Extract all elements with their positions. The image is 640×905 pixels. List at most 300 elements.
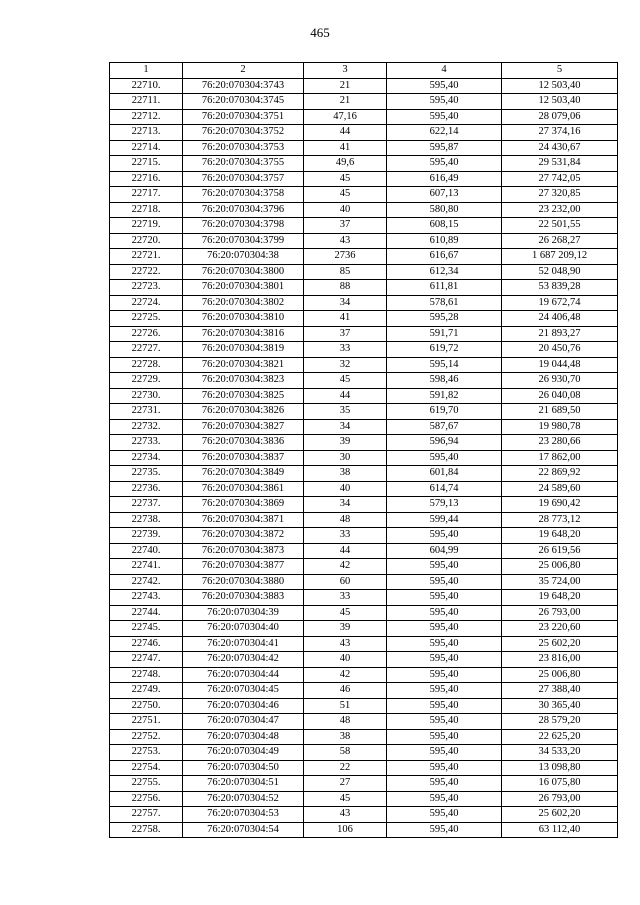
area-cell: 35 <box>304 404 387 420</box>
area-cell: 32 <box>304 357 387 373</box>
area-cell: 33 <box>304 590 387 606</box>
table-row <box>110 481 618 497</box>
cadastral-number-cell: 76:20:070304:3751 <box>183 109 304 125</box>
table-row <box>110 791 618 807</box>
area-cell: 30 <box>304 450 387 466</box>
cadastral-number-cell: 76:20:070304:3826 <box>183 404 304 420</box>
row-number-cell: 22714. <box>110 140 183 156</box>
cadastral-value-cell: 26 268,27 <box>502 233 618 249</box>
specific-value-cell: 616,67 <box>387 249 502 265</box>
cadastral-number-cell: 76:20:070304:45 <box>183 683 304 699</box>
area-cell: 2736 <box>304 249 387 265</box>
table-row <box>110 760 618 776</box>
area-cell: 45 <box>304 373 387 389</box>
cadastral-value-cell: 23 816,00 <box>502 652 618 668</box>
cadastral-number-cell: 76:20:070304:3799 <box>183 233 304 249</box>
cadastral-number-cell: 76:20:070304:52 <box>183 791 304 807</box>
cadastral-number-cell: 76:20:070304:3800 <box>183 264 304 280</box>
header-col-1: 1 <box>110 63 183 79</box>
cadastral-value-cell: 19 672,74 <box>502 295 618 311</box>
specific-value-cell: 595,40 <box>387 729 502 745</box>
specific-value-cell: 604,99 <box>387 543 502 559</box>
cadastral-value-cell: 26 619,56 <box>502 543 618 559</box>
specific-value-cell: 595,40 <box>387 714 502 730</box>
cadastral-value-cell: 12 503,40 <box>502 94 618 110</box>
header-col-5: 5 <box>502 63 618 79</box>
table-row <box>110 729 618 745</box>
specific-value-cell: 595,40 <box>387 528 502 544</box>
area-cell: 45 <box>304 187 387 203</box>
row-number-cell: 22737. <box>110 497 183 513</box>
cadastral-number-cell: 76:20:070304:3819 <box>183 342 304 358</box>
area-cell: 33 <box>304 342 387 358</box>
cadastral-value-cell: 23 220,60 <box>502 621 618 637</box>
cadastral-value-cell: 21 893,27 <box>502 326 618 342</box>
specific-value-cell: 595,40 <box>387 109 502 125</box>
table-row <box>110 822 618 838</box>
cadastral-number-cell: 76:20:070304:3757 <box>183 171 304 187</box>
table-row <box>110 574 618 590</box>
table-row <box>110 419 618 435</box>
area-cell: 41 <box>304 311 387 327</box>
cadastral-number-cell: 76:20:070304:49 <box>183 745 304 761</box>
row-number-cell: 22721. <box>110 249 183 265</box>
specific-value-cell: 595,14 <box>387 357 502 373</box>
table-body <box>110 78 618 838</box>
cadastral-number-cell: 76:20:070304:3827 <box>183 419 304 435</box>
table-row <box>110 156 618 172</box>
row-number-cell: 22757. <box>110 807 183 823</box>
area-cell: 27 <box>304 776 387 792</box>
specific-value-cell: 608,15 <box>387 218 502 234</box>
area-cell: 33 <box>304 528 387 544</box>
specific-value-cell: 591,71 <box>387 326 502 342</box>
area-cell: 34 <box>304 497 387 513</box>
cadastral-value-cell: 34 533,20 <box>502 745 618 761</box>
area-cell: 39 <box>304 435 387 451</box>
specific-value-cell: 595,40 <box>387 683 502 699</box>
row-number-cell: 22732. <box>110 419 183 435</box>
page-number: 465 <box>310 25 330 40</box>
table-row <box>110 125 618 141</box>
cadastral-number-cell: 76:20:070304:3825 <box>183 388 304 404</box>
specific-value-cell: 595,40 <box>387 156 502 172</box>
cadastral-number-cell: 76:20:070304:3796 <box>183 202 304 218</box>
cadastral-number-cell: 76:20:070304:51 <box>183 776 304 792</box>
cadastral-value-cell: 1 687 209,12 <box>502 249 618 265</box>
cadastral-value-cell: 16 075,80 <box>502 776 618 792</box>
cadastral-value-cell: 27 320,85 <box>502 187 618 203</box>
cadastral-number-cell: 76:20:070304:42 <box>183 652 304 668</box>
row-number-cell: 22749. <box>110 683 183 699</box>
specific-value-cell: 612,34 <box>387 264 502 280</box>
row-number-cell: 22758. <box>110 822 183 838</box>
cadastral-number-cell: 76:20:070304:3758 <box>183 187 304 203</box>
area-cell: 39 <box>304 621 387 637</box>
header-col-3: 3 <box>304 63 387 79</box>
specific-value-cell: 595,40 <box>387 559 502 575</box>
table-row <box>110 78 618 94</box>
cadastral-value-cell: 19 044,48 <box>502 357 618 373</box>
table-row <box>110 218 618 234</box>
cadastral-value-cell: 35 724,00 <box>502 574 618 590</box>
cadastral-value-cell: 52 048,90 <box>502 264 618 280</box>
cadastral-value-cell: 24 406,48 <box>502 311 618 327</box>
cadastral-number-cell: 76:20:070304:3745 <box>183 94 304 110</box>
cadastral-value-cell: 25 006,80 <box>502 559 618 575</box>
table-row <box>110 140 618 156</box>
row-number-cell: 22735. <box>110 466 183 482</box>
row-number-cell: 22730. <box>110 388 183 404</box>
cadastral-number-cell: 76:20:070304:3872 <box>183 528 304 544</box>
area-cell: 46 <box>304 683 387 699</box>
table-row <box>110 776 618 792</box>
row-number-cell: 22750. <box>110 698 183 714</box>
table-row <box>110 559 618 575</box>
row-number-cell: 22726. <box>110 326 183 342</box>
area-cell: 41 <box>304 140 387 156</box>
area-cell: 40 <box>304 481 387 497</box>
specific-value-cell: 595,40 <box>387 590 502 606</box>
row-number-cell: 22723. <box>110 280 183 296</box>
cadastral-value-cell: 19 648,20 <box>502 528 618 544</box>
row-number-cell: 22713. <box>110 125 183 141</box>
specific-value-cell: 616,49 <box>387 171 502 187</box>
area-cell: 42 <box>304 667 387 683</box>
cadastral-value-cell: 27 388,40 <box>502 683 618 699</box>
cadastral-number-cell: 76:20:070304:38 <box>183 249 304 265</box>
cadastral-number-cell: 76:20:070304:3877 <box>183 559 304 575</box>
row-number-cell: 22743. <box>110 590 183 606</box>
table-row <box>110 543 618 559</box>
cadastral-value-cell: 21 689,50 <box>502 404 618 420</box>
area-cell: 21 <box>304 94 387 110</box>
row-number-cell: 22744. <box>110 605 183 621</box>
specific-value-cell: 578,61 <box>387 295 502 311</box>
row-number-cell: 22725. <box>110 311 183 327</box>
cadastral-number-cell: 76:20:070304:44 <box>183 667 304 683</box>
specific-value-cell: 610,89 <box>387 233 502 249</box>
area-cell: 40 <box>304 652 387 668</box>
cadastral-value-cell: 27 374,16 <box>502 125 618 141</box>
cadastral-number-cell: 76:20:070304:3837 <box>183 450 304 466</box>
specific-value-cell: 622,14 <box>387 125 502 141</box>
area-cell: 21 <box>304 78 387 94</box>
specific-value-cell: 598,46 <box>387 373 502 389</box>
cadastral-number-cell: 76:20:070304:3871 <box>183 512 304 528</box>
header-row <box>110 63 618 79</box>
area-cell: 34 <box>304 419 387 435</box>
table-row <box>110 202 618 218</box>
cadastral-value-cell: 26 930,70 <box>502 373 618 389</box>
header-col-4: 4 <box>387 63 502 79</box>
row-number-cell: 22738. <box>110 512 183 528</box>
area-cell: 48 <box>304 714 387 730</box>
specific-value-cell: 595,87 <box>387 140 502 156</box>
table-row <box>110 249 618 265</box>
row-number-cell: 22753. <box>110 745 183 761</box>
table-row <box>110 714 618 730</box>
table-row <box>110 450 618 466</box>
table-row <box>110 605 618 621</box>
row-number-cell: 22756. <box>110 791 183 807</box>
row-number-cell: 22722. <box>110 264 183 280</box>
specific-value-cell: 611,81 <box>387 280 502 296</box>
cadastral-value-cell: 19 980,78 <box>502 419 618 435</box>
table-row <box>110 311 618 327</box>
row-number-cell: 22710. <box>110 78 183 94</box>
area-cell: 88 <box>304 280 387 296</box>
area-cell: 40 <box>304 202 387 218</box>
cadastral-value-cell: 20 450,76 <box>502 342 618 358</box>
specific-value-cell: 595,40 <box>387 621 502 637</box>
cadastral-number-cell: 76:20:070304:3753 <box>183 140 304 156</box>
area-cell: 45 <box>304 605 387 621</box>
cadastral-number-cell: 76:20:070304:40 <box>183 621 304 637</box>
table-row <box>110 326 618 342</box>
table-row <box>110 373 618 389</box>
table-row <box>110 342 618 358</box>
table-row <box>110 683 618 699</box>
row-number-cell: 22712. <box>110 109 183 125</box>
table-row <box>110 466 618 482</box>
cadastral-number-cell: 76:20:070304:3836 <box>183 435 304 451</box>
row-number-cell: 22720. <box>110 233 183 249</box>
area-cell: 47,16 <box>304 109 387 125</box>
area-cell: 49,6 <box>304 156 387 172</box>
row-number-cell: 22724. <box>110 295 183 311</box>
row-number-cell: 22719. <box>110 218 183 234</box>
table-row <box>110 435 618 451</box>
area-cell: 42 <box>304 559 387 575</box>
specific-value-cell: 579,13 <box>387 497 502 513</box>
specific-value-cell: 595,40 <box>387 807 502 823</box>
cadastral-value-cell: 23 280,66 <box>502 435 618 451</box>
row-number-cell: 22728. <box>110 357 183 373</box>
cadastral-number-cell: 76:20:070304:47 <box>183 714 304 730</box>
cadastral-value-cell: 29 531,84 <box>502 156 618 172</box>
cadastral-value-cell: 28 579,20 <box>502 714 618 730</box>
area-cell: 22 <box>304 760 387 776</box>
cadastral-value-table <box>109 62 618 838</box>
cadastral-number-cell: 76:20:070304:48 <box>183 729 304 745</box>
cadastral-number-cell: 76:20:070304:3810 <box>183 311 304 327</box>
specific-value-cell: 595,40 <box>387 78 502 94</box>
area-cell: 44 <box>304 125 387 141</box>
cadastral-value-cell: 17 862,00 <box>502 450 618 466</box>
row-number-cell: 22748. <box>110 667 183 683</box>
cadastral-value-cell: 22 869,92 <box>502 466 618 482</box>
cadastral-value-cell: 26 040,08 <box>502 388 618 404</box>
specific-value-cell: 619,72 <box>387 342 502 358</box>
row-number-cell: 22729. <box>110 373 183 389</box>
cadastral-number-cell: 76:20:070304:3755 <box>183 156 304 172</box>
cadastral-number-cell: 76:20:070304:3816 <box>183 326 304 342</box>
row-number-cell: 22755. <box>110 776 183 792</box>
row-number-cell: 22711. <box>110 94 183 110</box>
cadastral-value-cell: 13 098,80 <box>502 760 618 776</box>
table-row <box>110 388 618 404</box>
specific-value-cell: 595,40 <box>387 94 502 110</box>
table-row <box>110 295 618 311</box>
cadastral-number-cell: 76:20:070304:41 <box>183 636 304 652</box>
table-row <box>110 636 618 652</box>
cadastral-number-cell: 76:20:070304:3873 <box>183 543 304 559</box>
cadastral-number-cell: 76:20:070304:3880 <box>183 574 304 590</box>
row-number-cell: 22745. <box>110 621 183 637</box>
specific-value-cell: 595,40 <box>387 776 502 792</box>
cadastral-value-cell: 19 648,20 <box>502 590 618 606</box>
cadastral-value-cell: 24 589,60 <box>502 481 618 497</box>
specific-value-cell: 595,28 <box>387 311 502 327</box>
specific-value-cell: 601,84 <box>387 466 502 482</box>
table-row <box>110 187 618 203</box>
table-row <box>110 512 618 528</box>
area-cell: 44 <box>304 388 387 404</box>
cadastral-value-cell: 28 773,12 <box>502 512 618 528</box>
row-number-cell: 22739. <box>110 528 183 544</box>
cadastral-number-cell: 76:20:070304:3802 <box>183 295 304 311</box>
area-cell: 58 <box>304 745 387 761</box>
cadastral-value-cell: 22 501,55 <box>502 218 618 234</box>
row-number-cell: 22747. <box>110 652 183 668</box>
table-row <box>110 404 618 420</box>
cadastral-value-cell: 28 079,06 <box>502 109 618 125</box>
specific-value-cell: 595,40 <box>387 605 502 621</box>
table-row <box>110 667 618 683</box>
cadastral-number-cell: 76:20:070304:53 <box>183 807 304 823</box>
row-number-cell: 22742. <box>110 574 183 590</box>
area-cell: 38 <box>304 466 387 482</box>
cadastral-value-cell: 12 503,40 <box>502 78 618 94</box>
cadastral-value-cell: 22 625,20 <box>502 729 618 745</box>
cadastral-number-cell: 76:20:070304:54 <box>183 822 304 838</box>
cadastral-value-cell: 23 232,00 <box>502 202 618 218</box>
cadastral-value-cell: 26 793,00 <box>502 791 618 807</box>
table-row <box>110 590 618 606</box>
cadastral-number-cell: 76:20:070304:3743 <box>183 78 304 94</box>
area-cell: 51 <box>304 698 387 714</box>
specific-value-cell: 595,40 <box>387 450 502 466</box>
row-number-cell: 22746. <box>110 636 183 652</box>
cadastral-value-cell: 25 006,80 <box>502 667 618 683</box>
cadastral-number-cell: 76:20:070304:3883 <box>183 590 304 606</box>
table-row <box>110 528 618 544</box>
row-number-cell: 22736. <box>110 481 183 497</box>
row-number-cell: 22727. <box>110 342 183 358</box>
area-cell: 106 <box>304 822 387 838</box>
specific-value-cell: 619,70 <box>387 404 502 420</box>
cadastral-number-cell: 76:20:070304:3798 <box>183 218 304 234</box>
area-cell: 34 <box>304 295 387 311</box>
row-number-cell: 22751. <box>110 714 183 730</box>
cadastral-value-cell: 24 430,67 <box>502 140 618 156</box>
area-cell: 45 <box>304 791 387 807</box>
specific-value-cell: 595,40 <box>387 822 502 838</box>
area-cell: 48 <box>304 512 387 528</box>
specific-value-cell: 595,40 <box>387 667 502 683</box>
cadastral-number-cell: 76:20:070304:3821 <box>183 357 304 373</box>
table-row <box>110 652 618 668</box>
specific-value-cell: 587,67 <box>387 419 502 435</box>
row-number-cell: 22754. <box>110 760 183 776</box>
cadastral-value-cell: 53 839,28 <box>502 280 618 296</box>
cadastral-value-cell: 25 602,20 <box>502 636 618 652</box>
row-number-cell: 22733. <box>110 435 183 451</box>
specific-value-cell: 595,40 <box>387 652 502 668</box>
table-row <box>110 280 618 296</box>
cadastral-number-cell: 76:20:070304:3801 <box>183 280 304 296</box>
area-cell: 37 <box>304 218 387 234</box>
cadastral-value-cell: 63 112,40 <box>502 822 618 838</box>
cadastral-value-cell: 19 690,42 <box>502 497 618 513</box>
specific-value-cell: 614,74 <box>387 481 502 497</box>
row-number-cell: 22718. <box>110 202 183 218</box>
cadastral-value-cell: 26 793,00 <box>502 605 618 621</box>
row-number-cell: 22715. <box>110 156 183 172</box>
header-col-2: 2 <box>183 63 304 79</box>
area-cell: 43 <box>304 636 387 652</box>
row-number-cell: 22734. <box>110 450 183 466</box>
cadastral-value-cell: 25 602,20 <box>502 807 618 823</box>
specific-value-cell: 607,13 <box>387 187 502 203</box>
area-cell: 43 <box>304 807 387 823</box>
row-number-cell: 22731. <box>110 404 183 420</box>
area-cell: 60 <box>304 574 387 590</box>
specific-value-cell: 595,40 <box>387 791 502 807</box>
row-number-cell: 22752. <box>110 729 183 745</box>
cadastral-value-cell: 30 365,40 <box>502 698 618 714</box>
area-cell: 45 <box>304 171 387 187</box>
table-row <box>110 109 618 125</box>
specific-value-cell: 591,82 <box>387 388 502 404</box>
row-number-cell: 22716. <box>110 171 183 187</box>
row-number-cell: 22741. <box>110 559 183 575</box>
specific-value-cell: 599,44 <box>387 512 502 528</box>
table-row <box>110 497 618 513</box>
area-cell: 37 <box>304 326 387 342</box>
area-cell: 43 <box>304 233 387 249</box>
cadastral-number-cell: 76:20:070304:3823 <box>183 373 304 389</box>
area-cell: 85 <box>304 264 387 280</box>
cadastral-number-cell: 76:20:070304:50 <box>183 760 304 776</box>
row-number-cell: 22740. <box>110 543 183 559</box>
cadastral-number-cell: 76:20:070304:3849 <box>183 466 304 482</box>
table-row <box>110 171 618 187</box>
cadastral-number-cell: 76:20:070304:3752 <box>183 125 304 141</box>
specific-value-cell: 595,40 <box>387 636 502 652</box>
specific-value-cell: 580,80 <box>387 202 502 218</box>
specific-value-cell: 595,40 <box>387 745 502 761</box>
table-row <box>110 94 618 110</box>
specific-value-cell: 595,40 <box>387 574 502 590</box>
cadastral-number-cell: 76:20:070304:46 <box>183 698 304 714</box>
table-row <box>110 357 618 373</box>
row-number-cell: 22717. <box>110 187 183 203</box>
cadastral-value-cell: 27 742,05 <box>502 171 618 187</box>
table-row <box>110 264 618 280</box>
specific-value-cell: 596,94 <box>387 435 502 451</box>
specific-value-cell: 595,40 <box>387 760 502 776</box>
table-row <box>110 807 618 823</box>
cadastral-number-cell: 76:20:070304:39 <box>183 605 304 621</box>
cadastral-number-cell: 76:20:070304:3861 <box>183 481 304 497</box>
table-row <box>110 698 618 714</box>
table-row <box>110 621 618 637</box>
specific-value-cell: 595,40 <box>387 698 502 714</box>
table-row <box>110 233 618 249</box>
table-row <box>110 745 618 761</box>
